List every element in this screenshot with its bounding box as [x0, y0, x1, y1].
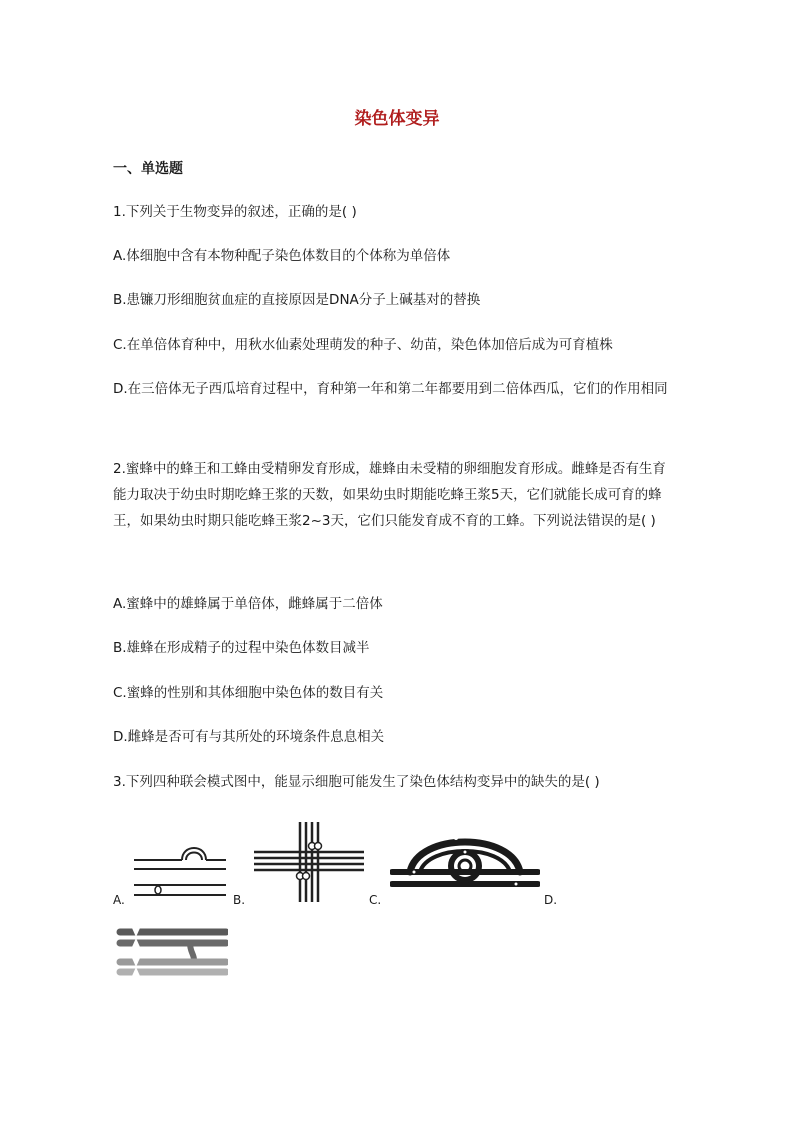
figure-a-label: A. [113, 893, 125, 907]
q1-option-c: C.在单倍体育种中，用秋水仙素处理萌发的种子、幼苗，染色体加倍后成为可育植株 [113, 337, 613, 353]
q2-option-d: D.雌蜂是否可有与其所处的环境条件息息相关 [113, 729, 385, 745]
q1-option-d: D.在三倍体无子西瓜培育过程中，育种第一年和第二年都要用到二倍体西瓜，它们的作用相同 [113, 381, 668, 397]
q1-stem: 1.下列关于生物变异的叙述，正确的是( ) [113, 204, 357, 220]
figure-a [134, 838, 226, 900]
figure-d [116, 926, 228, 978]
figure-c-label: C. [369, 893, 382, 907]
page-title: 染色体变异 [354, 109, 440, 129]
section-heading: 一、单选题 [113, 161, 183, 177]
figure-d-label: D. [544, 893, 558, 907]
q3-stem: 3.下列四种联会模式图中，能显示细胞可能发生了染色体结构变异中的缺失的是( ) [113, 774, 600, 790]
figure-b-label: B. [233, 893, 246, 907]
q2-stem: 2.蜜蜂中的蜂王和工蜂由受精卵发育形成，雄蜂由未受精的卵细胞发育形成。雌蜂是否有生育能力取决于幼虫时期吃蜂王浆的天数，如果幼虫时期能吃蜂王浆5天，它们就能长成可育的蜂王，如果幼虫时期只能吃蜂王浆2~3天，它们只能发育成不育的工蜂。下列说法错误的是( ) [113, 461, 666, 529]
figure-b [254, 822, 364, 902]
q2-option-c: C.蜜蜂的性别和其体细胞中染色体的数目有关 [113, 685, 384, 701]
q2-option-a: A.蜜蜂中的雄蜂属于单倍体，雌蜂属于二倍体 [113, 596, 383, 612]
q2-option-b: B.雄蜂在形成精子的过程中染色体数目减半 [113, 640, 370, 656]
q1-option-a: A.体细胞中含有本物种配子染色体数目的个体称为单倍体 [113, 248, 451, 264]
figure-c [390, 828, 540, 896]
q1-option-b: B.患镰刀形细胞贫血症的直接原因是DNA分子上碱基对的替换 [113, 292, 481, 308]
